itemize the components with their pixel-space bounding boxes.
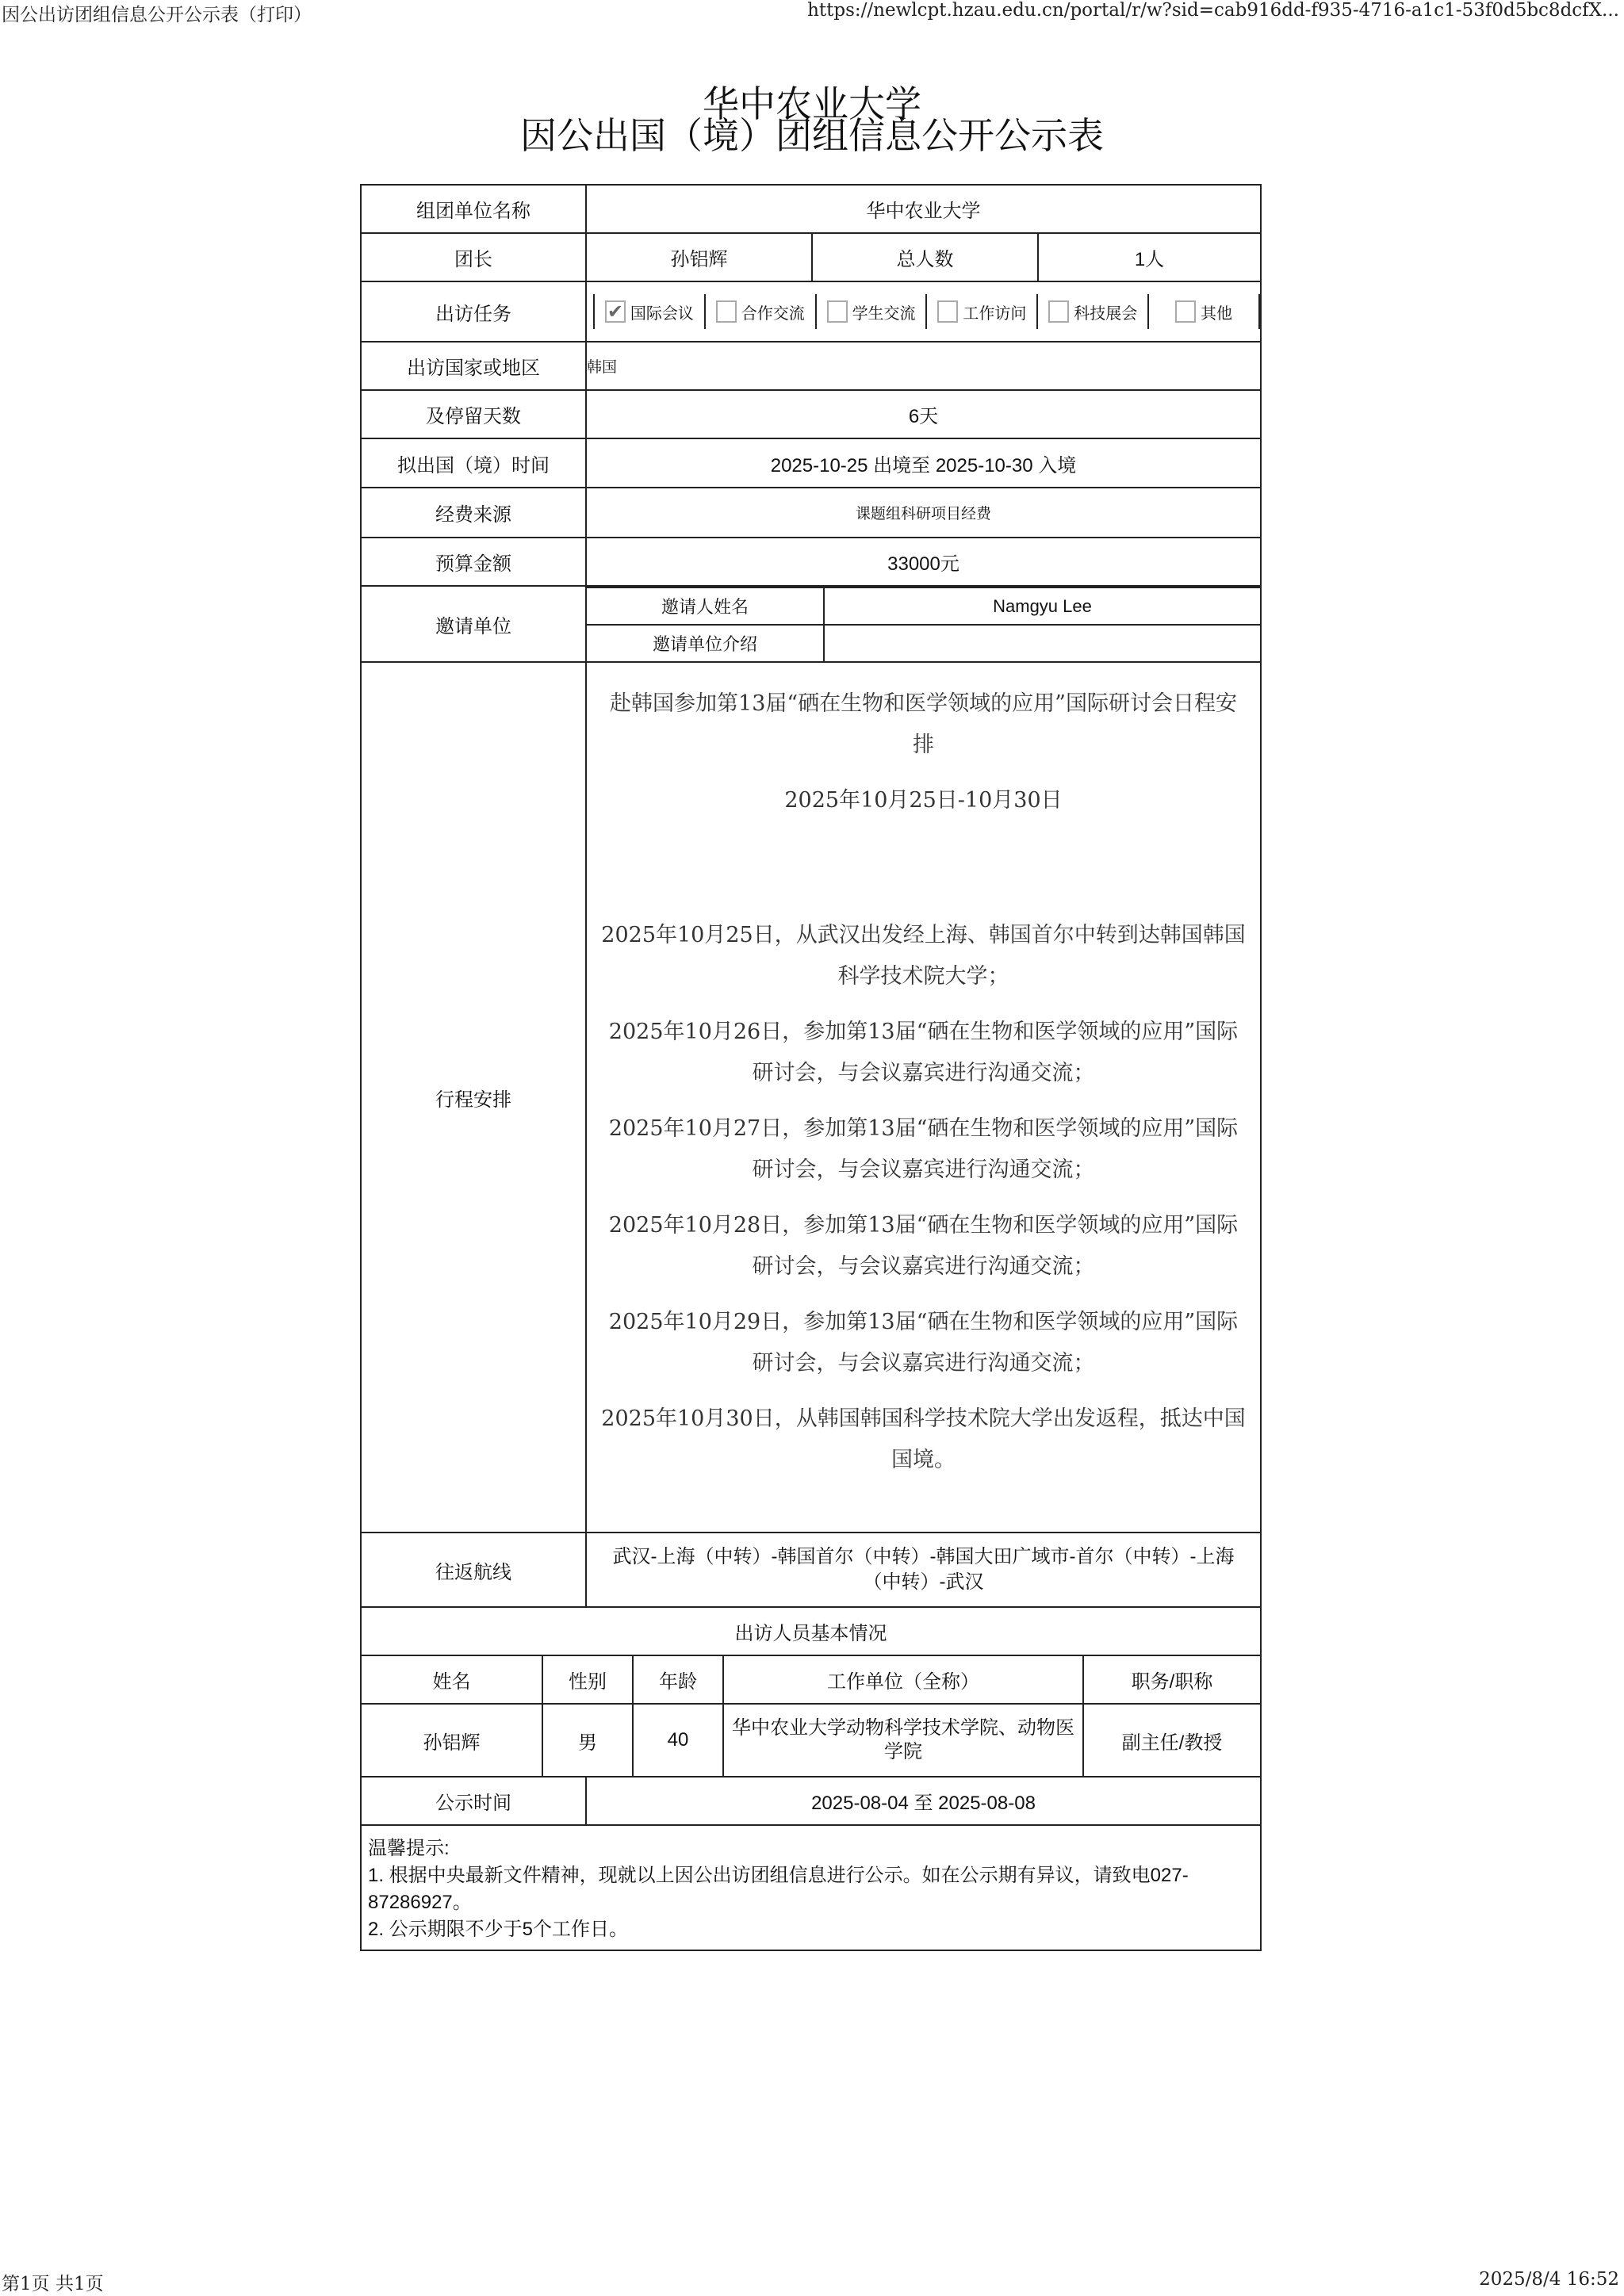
country-value: 韩国: [587, 359, 618, 376]
row-route: [362, 1533, 1260, 1608]
row-publicity: [362, 1777, 1260, 1826]
publicity-value: 2025-08-04 至 2025-08-08: [811, 1793, 1036, 1814]
browser-url: https://newlcpt.hzau.edu.cn/portal/r/w?sid=cab916dd-f935-4716-a1c1-53f0d5bc8dcfX...: [807, 0, 1619, 21]
count-value: 1人: [1134, 249, 1165, 270]
task-option[interactable]: [704, 294, 815, 329]
task-option-label: 其他: [1201, 304, 1233, 323]
row-time: [362, 439, 1260, 488]
notice-line-2: 2. 公示期限不少于5个工作日。: [368, 1919, 629, 1940]
task-label: 出访任务: [362, 282, 587, 341]
row-country: [362, 342, 1260, 391]
members-header-row: [362, 1656, 1260, 1705]
task-option[interactable]: [593, 294, 704, 329]
notice-title: 温馨提示:: [368, 1838, 450, 1859]
row-budget: [362, 538, 1260, 587]
print-time: 2025/8/4 16:52: [1479, 2269, 1619, 2290]
col-age: 年龄: [634, 1656, 724, 1703]
inviter-intro-label: 邀请单位介绍: [587, 626, 825, 661]
route-value: 武汉-上海（中转）-韩国首尔（中转）-韩国大田广域市-首尔（中转）-上海（中转）-武汉: [612, 1546, 1235, 1593]
itinerary-day: 2025年10月26日，参加第13届“硒在生物和医学领域的应用”国际研讨会，与会议嘉宾进行沟通交流；: [608, 1020, 1239, 1085]
task-option[interactable]: [1036, 294, 1147, 329]
info-table: [360, 184, 1262, 1951]
itinerary-heading: 赴韩国参加第13届“硒在生物和医学领域的应用”国际研讨会日程安排: [610, 691, 1237, 757]
task-option[interactable]: [925, 294, 1036, 329]
time-value: 2025-10-25 出境至 2025-10-30 入境: [770, 454, 1077, 476]
col-title: 职务/职称: [1131, 1671, 1213, 1693]
row-days: [362, 391, 1260, 439]
funding-value: 课题组科研项目经费: [855, 506, 991, 522]
notice: [362, 1826, 1260, 1950]
itinerary-day: 2025年10月27日，参加第13届“硒在生物和医学领域的应用”国际研讨会，与会议嘉宾进行沟通交流；: [608, 1116, 1239, 1182]
checkbox-icon[interactable]: [1048, 300, 1069, 323]
country-label: 出访国家或地区: [362, 342, 587, 389]
row-inviter: [362, 587, 1260, 663]
itinerary-day: 2025年10月29日，参加第13届“硒在生物和医学领域的应用”国际研讨会，与会议嘉宾进行沟通交流；: [608, 1310, 1239, 1376]
checkbox-icon[interactable]: [937, 300, 958, 323]
itinerary-day: 2025年10月30日，从韩国韩国科学技术院大学出发返程，抵达中国国境。: [601, 1406, 1246, 1472]
member-employer: 华中农业大学动物科学技术学院、动物医学院: [724, 1705, 1084, 1776]
leader-value: 孙铝辉: [587, 234, 813, 281]
task-option-label: 工作访问: [963, 304, 1027, 323]
task-option-label: 科技展会: [1074, 304, 1138, 323]
inviter-subtable: [587, 587, 1260, 661]
table-row: [362, 1705, 1260, 1777]
row-members-title: [362, 1608, 1260, 1656]
inviter-name-label: 邀请人姓名: [587, 588, 825, 624]
itinerary-day: 2025年10月25日，从武汉出发经上海、韩国首尔中转到达韩国韩国科学技术院大学；: [601, 923, 1246, 989]
itinerary-label: 行程安排: [362, 663, 587, 1532]
org-label: 组团单位名称: [362, 186, 587, 232]
col-name: 姓名: [362, 1656, 543, 1703]
checkbox-icon[interactable]: ✔: [605, 300, 626, 323]
col-gender: 性别: [543, 1656, 634, 1703]
member-name: 孙铝辉: [362, 1705, 543, 1776]
inviter-name: Namgyu Lee: [993, 595, 1092, 616]
checkbox-icon[interactable]: [1175, 300, 1196, 323]
publicity-label: 公示时间: [362, 1777, 587, 1824]
member-title: 副主任/教授: [1121, 1732, 1223, 1754]
days-value: 6天: [908, 406, 939, 427]
member-age: 40: [634, 1705, 724, 1776]
row-task: [362, 282, 1260, 342]
time-label: 拟出国（境）时间: [362, 439, 587, 487]
task-option[interactable]: [1147, 294, 1260, 329]
budget-value: 33000元: [887, 553, 959, 575]
browser-page-title: 因公出访团组信息公开公示表（打印）: [2, 5, 312, 25]
count-label: 总人数: [813, 234, 1039, 281]
itinerary-range: 2025年10月25日-10月30日: [784, 788, 1063, 813]
itinerary-day: 2025年10月28日，参加第13届“硒在生物和医学领域的应用”国际研讨会，与会议嘉宾进行沟通交流；: [608, 1213, 1239, 1279]
task-option-label: 国际会议: [630, 304, 694, 323]
org-value: 华中农业大学: [866, 201, 981, 222]
route-label: 往返航线: [362, 1533, 587, 1606]
row-leader: [362, 234, 1260, 282]
inviter-label: 邀请单位: [362, 587, 587, 661]
task-option-label: 学生交流: [852, 304, 916, 323]
task-options: [587, 282, 1260, 341]
row-org: [362, 186, 1260, 234]
itinerary-content: [587, 663, 1260, 1532]
member-gender: 男: [543, 1705, 634, 1776]
leader-label: 团长: [362, 234, 587, 281]
inviter-intro: [825, 626, 1260, 661]
col-employer: 工作单位（全称）: [724, 1656, 1084, 1703]
days-label: 及停留天数: [362, 391, 587, 438]
members-section-title: 出访人员基本情况: [734, 1623, 887, 1644]
checkbox-icon[interactable]: [716, 300, 737, 323]
page-title: 因公出国（境）团组信息公开公示表: [520, 115, 1104, 156]
row-funding: [362, 488, 1260, 538]
task-option[interactable]: [815, 294, 926, 329]
row-notice: [362, 1826, 1260, 1951]
notice-line-1: 1. 根据中央最新文件精神，现就以上因公出访团组信息进行公示。如在公示期有异议，请致电027-87286927。: [368, 1865, 1189, 1913]
checkbox-icon[interactable]: [827, 300, 848, 323]
row-itinerary: [362, 663, 1260, 1533]
page-count: 第1页 共1页: [2, 2274, 104, 2294]
university-title: 华中农业大学: [703, 83, 921, 124]
funding-label: 经费来源: [362, 488, 587, 537]
task-option-label: 合作交流: [741, 304, 805, 323]
budget-label: 预算金额: [362, 538, 587, 585]
